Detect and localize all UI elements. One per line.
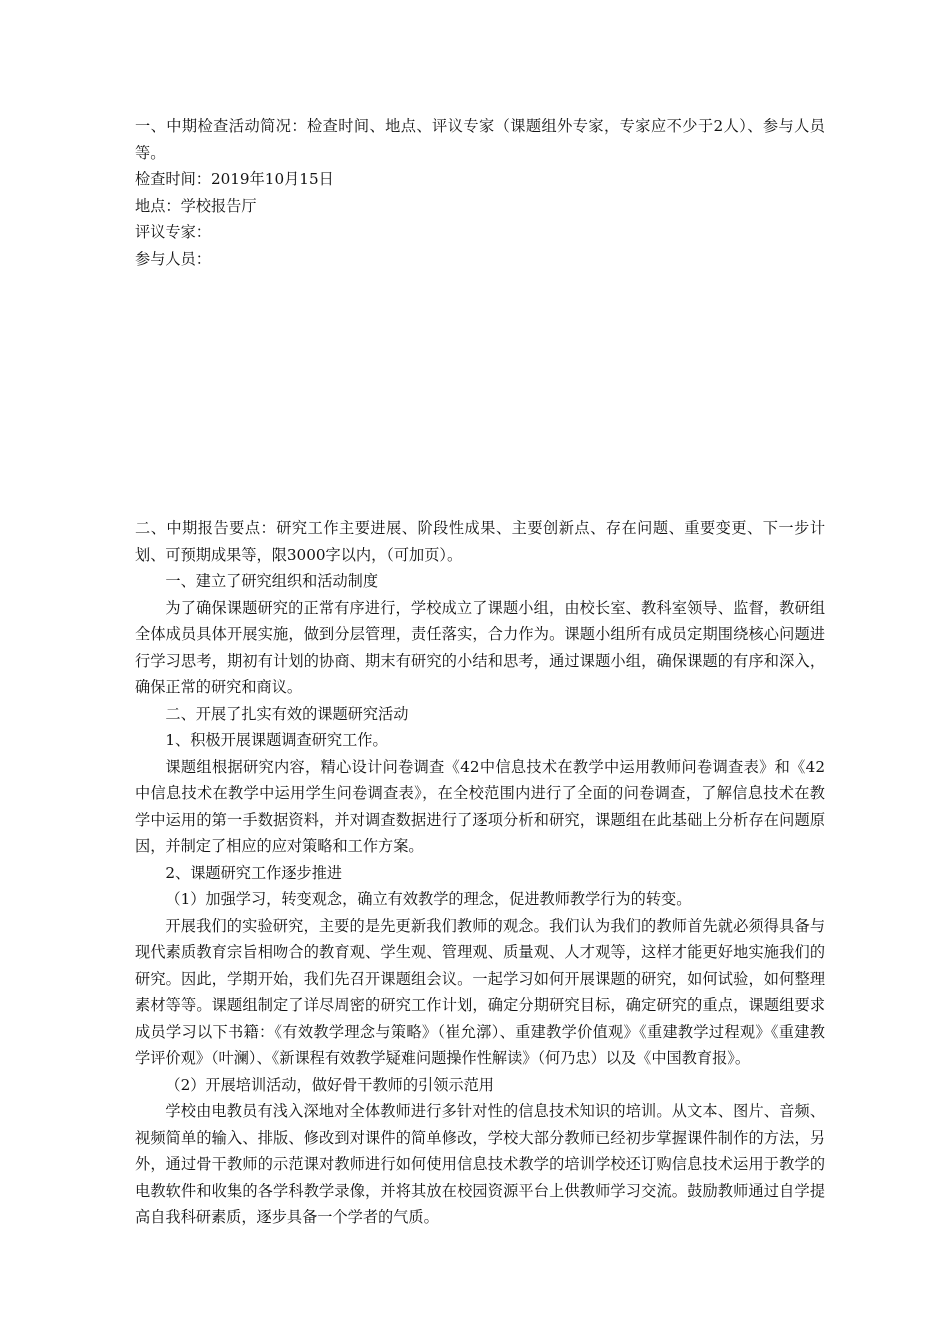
sub2-body: 学校由电教员有浅入深地对全体教师进行多针对性的信息技术知识的培训。从文本、图片、音频、视频简单的输入、排版、修改到对课件的简单修改，学校大部分教师已经初步掌握课件制作的方法，另外，通过骨干教师的示范课对教师进行如何使用信息技术教学的培训学校还订购信息技术运用于教学的电教软件和收集的各学科教学录像，并将其放在校园资源平台上供教师学习交流。鼓励教师通过自学提高自我科研素质，逐步具备一个学者的气质。 xyxy=(135,1102,825,1226)
inspection-place: 地点：学校报告厅 xyxy=(135,196,257,215)
section2-heading: 二、中期报告要点：研究工作主要进展、阶段性成果、主要创新点、存在问题、重要变更、下一步计划、可预期成果等，限3000字以内，（可加页）。 xyxy=(135,519,825,564)
item1-title: 1、积极开展课题调查研究工作。 xyxy=(165,731,388,749)
inspection-time: 检查时间：2019年10月15日 xyxy=(135,170,334,188)
part1-body: 为了确保课题研究的正常有序进行，学校成立了课题小组，由校长室、教科室领导、监督，教研组全体成员具体开展实施，做到分层管理，责任落实，合力作为。课题小组所有成员定期围绕核心问题进行学习思考，期初有计划的协商、期末有研究的小结和思考，通过课题小组，确保课题的有序和深入，确保正常的研究和商议。 xyxy=(135,598,825,696)
participants: 参与人员： xyxy=(135,249,211,268)
review-experts: 评议专家： xyxy=(135,223,211,241)
report-points-section xyxy=(135,515,825,1231)
part1-title: 一、建立了研究组织和活动制度 xyxy=(165,572,379,590)
part2-title: 二、开展了扎实有效的课题研究活动 xyxy=(165,704,409,723)
section1-heading: 一、中期检查活动简况：检查时间、地点、评议专家（课题组外专家，专家应不少于2人）、参与人员等。 xyxy=(135,117,825,162)
sub2-title: （2）开展培训活动，做好骨干教师的引领示范用 xyxy=(165,1075,494,1094)
activity-overview-section xyxy=(135,113,825,272)
item1-body: 课题组根据研究内容，精心设计问卷调查《42中信息技术在教学中运用教师问卷调查表》和《42中信息技术在教学中运用学生问卷调查表》，在全校范围内进行了全面的问卷调查，了解信息技术在教学中运用的第一手数据资料，并对调查数据进行了逐项分析和研究，课题组在此基础上分析存在问题原因，并制定了相应的应对策略和工作方案。 xyxy=(135,757,825,855)
sub1-title: （1）加强学习，转变观念，确立有效教学的理念，促进教师教学行为的转变。 xyxy=(165,890,692,908)
item2-title: 2、课题研究工作逐步推进 xyxy=(165,863,343,882)
sub1-body: 开展我们的实验研究，主要的是先更新我们教师的观念。我们认为我们的教师首先就必须得具备与现代素质教育宗旨相吻合的教育观、学生观、管理观、质量观、人才观等，这样才能更好地实施我们的研究。因此，学期开始，我们先召开课题组会议。一起学习如何开展课题的研究，如何试验，如何整理素材等等。课题组制定了详尽周密的研究工作计划，确定分期研究目标，确定研究的重点，课题组要求成员学习以下书籍：《有效教学理念与策略》（崔允漷）、重建教学价值观》《重建教学过程观》《重建教学评价观》（叶澜）、《新课程有效教学疑难问题操作性解读》（何乃忠）以及《中国教育报》。 xyxy=(135,916,825,1067)
